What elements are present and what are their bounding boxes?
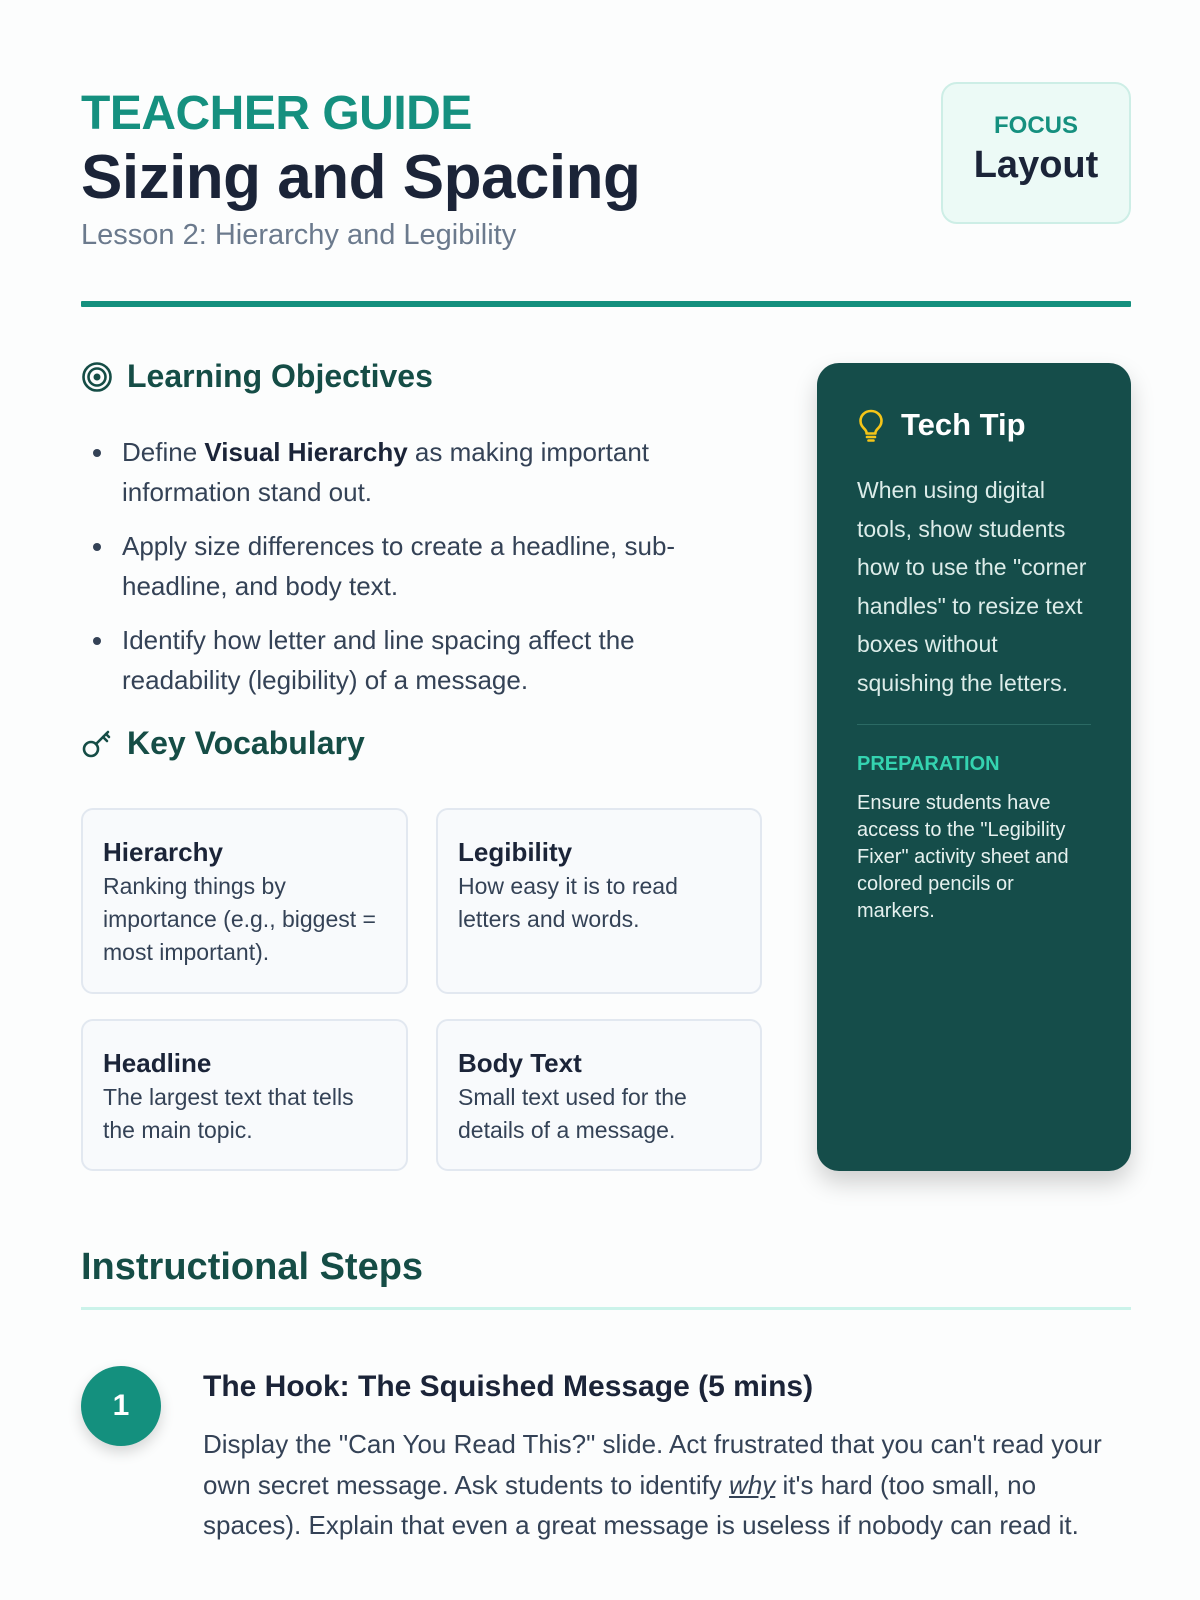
vocab-term: Legibility bbox=[458, 837, 573, 867]
target-icon bbox=[81, 361, 113, 393]
steps-divider bbox=[81, 1307, 1131, 1310]
steps-heading: Instructional Steps bbox=[81, 1246, 424, 1288]
vocab-card-legibility bbox=[436, 808, 762, 994]
vocabulary-title: Key Vocabulary bbox=[127, 725, 365, 761]
lesson-subtitle: Lesson 2: Hierarchy and Legibility bbox=[81, 219, 517, 251]
vocab-card-hierarchy bbox=[81, 808, 408, 994]
tech-tip-title: Tech Tip bbox=[901, 407, 1026, 442]
vocab-term: Body Text bbox=[458, 1048, 582, 1078]
objectives-list bbox=[90, 432, 760, 714]
step-body: Display the "Can You Read This?" slide. Act frustrated that you can't read your own secret message. Ask students to identify why it's hard (too small, no spaces). Explain that even a great message is useless if nobody can read it. bbox=[203, 1429, 1102, 1540]
vocab-definition: How easy it is to read letters and words. bbox=[458, 873, 678, 932]
preparation-label: PREPARATION bbox=[857, 753, 1000, 775]
list-item: Identify how letter and line spacing affect the readability (legibility) of a message. bbox=[90, 620, 760, 700]
vocab-definition: The largest text that tells the main topic. bbox=[103, 1084, 354, 1143]
key-icon bbox=[81, 728, 113, 760]
page-title: Sizing and Spacing bbox=[81, 143, 641, 212]
focus-label: FOCUS bbox=[994, 112, 1078, 139]
tech-tip-panel bbox=[817, 363, 1131, 1171]
tech-tip-body: When using digital tools, show students how to use the "corner handles" to resize text boxes without squishing the letters. bbox=[857, 477, 1087, 696]
focus-value: Layout bbox=[973, 144, 1099, 186]
vocab-card-headline bbox=[81, 1019, 408, 1171]
list-item: Apply size differences to create a headline, sub-headline, and body text. bbox=[90, 526, 760, 606]
guide-label: TEACHER GUIDE bbox=[81, 87, 472, 140]
vocab-card-body-text bbox=[436, 1019, 762, 1171]
vocabulary-heading bbox=[81, 725, 365, 762]
step-title: The Hook: The Squished Message (5 mins) bbox=[203, 1370, 814, 1403]
objectives-title: Learning Objectives bbox=[127, 358, 433, 394]
vocab-definition: Small text used for the details of a message. bbox=[458, 1084, 687, 1143]
focus-badge bbox=[941, 82, 1131, 224]
lightbulb-icon bbox=[857, 408, 885, 442]
vocab-term: Hierarchy bbox=[103, 837, 223, 867]
sidebar-divider bbox=[857, 724, 1091, 725]
preparation-body: Ensure students have access to the "Legibility Fixer" activity sheet and colored pencils or markers. bbox=[857, 792, 1069, 922]
emphasis-why: why bbox=[729, 1469, 776, 1500]
vocab-term: Headline bbox=[103, 1048, 212, 1078]
list-item: Define Visual Hierarchy as making important information stand out. bbox=[90, 432, 760, 512]
tech-tip-heading bbox=[857, 407, 1091, 443]
vocab-definition: Ranking things by importance (e.g., biggest = most important). bbox=[103, 873, 376, 965]
objectives-heading bbox=[81, 358, 433, 395]
page-header bbox=[81, 80, 1131, 310]
step-number-badge: 1 bbox=[81, 1366, 161, 1446]
header-divider bbox=[81, 301, 1131, 307]
